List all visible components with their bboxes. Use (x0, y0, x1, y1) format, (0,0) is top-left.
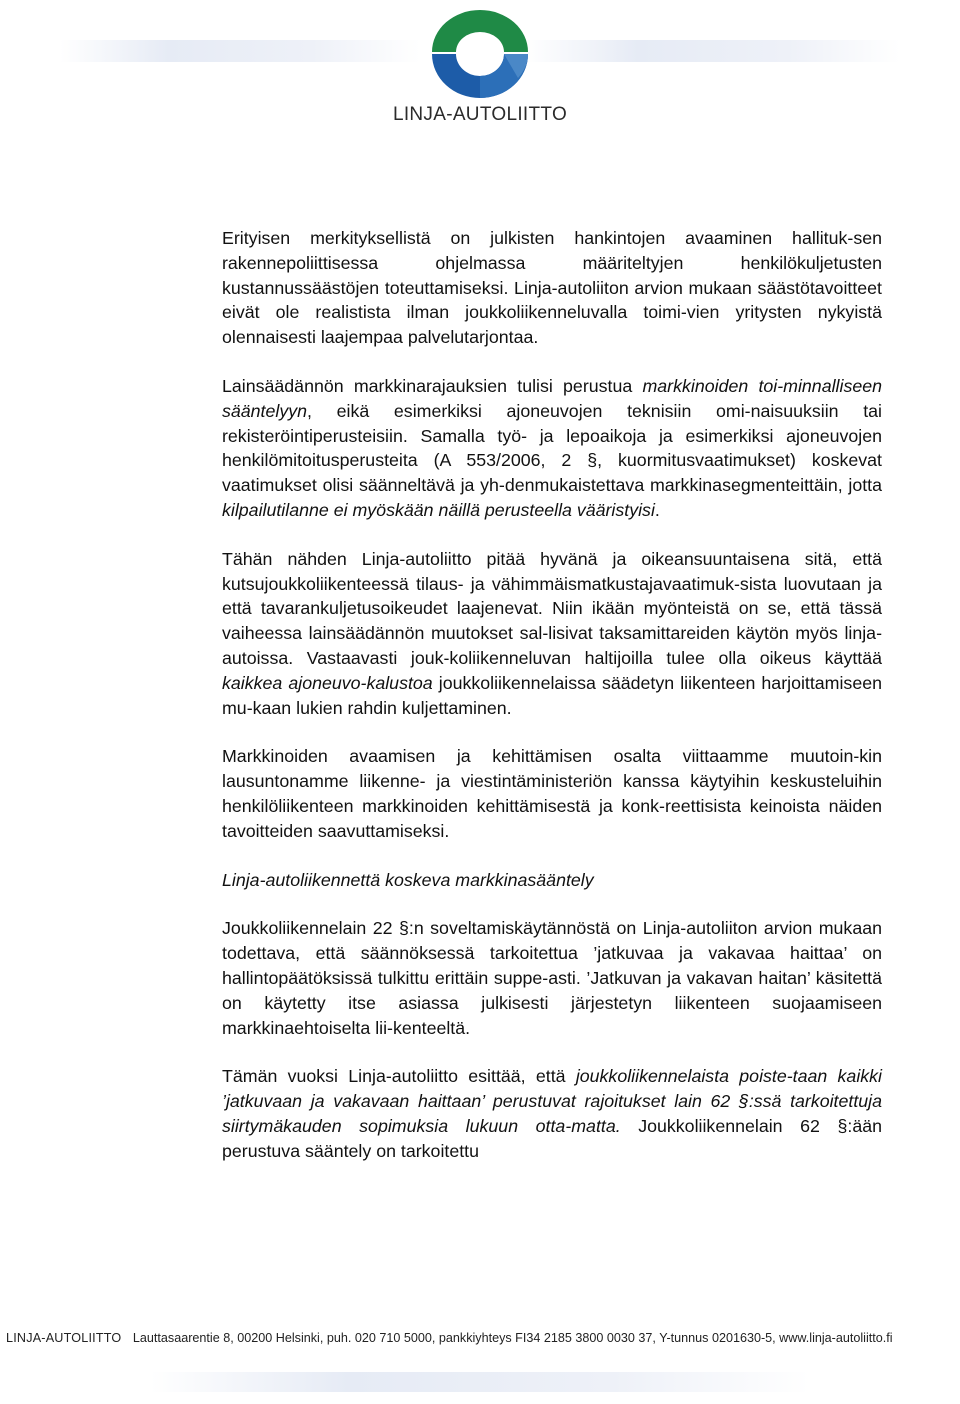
italic-text-segment: markkinoiden toi-minnalliseen sääntelyyn (222, 375, 882, 421)
text-segment: Tähän nähden Linja-autoliitto pitää hyvänä ja oikeansuuntaisena sitä, että kutsujoukkoliikenteessä tilaus- ja vähimmäismatkustajavaatimuk-sista luovutaan ja että tavarankuljetusoikeudet laajenevat. Niin ikään myönteistä on se, että tässä vaiheessa lainsäädännön muutokset sal-lisivat taksamittareiden käytön myös linja-autoissa. Vastaavasti jouk-koliikenneluvan haltijoilla tulee olla oikeus käyttää (222, 548, 882, 668)
paragraph-spacer (222, 844, 882, 868)
body-paragraph (222, 916, 882, 1040)
italic-text-segment: Linja-autoliikennettä koskeva markkinasääntely (222, 869, 594, 890)
footer-contact-details: Lauttasaarentie 8, 00200 Helsinki, puh. 020 710 5000, pankkiyhteys FI34 2185 3800 0030 37, Y-tunnus 0201630-5, www.linja-autoliitto.fi (132, 1331, 893, 1345)
body-paragraph (222, 226, 882, 350)
text-segment: joukkoliikennelaissa säädetyn liikenteen harjoittamiseen mu-kaan lukien rahdin kuljettaminen. (222, 672, 882, 718)
text-segment: Joukkoliikennelain 22 §:n soveltamiskäytännöstä on Linja-autoliiton arvion mukaan todettava, että säännöksessä tarkoitettua ’jatkuvaa ja vakavaa haittaa’ on hallintopäätöksissä tulkittu erittäin suppe-asti. ’Jatkuvan ja vakavan haitan’ käsitettä on käytetty itse asiassa julkisesti järjestetyn liikenteen suojaamiseen markkinaehtoiselta lii-kenteeltä. (222, 918, 882, 1038)
text-segment: Lainsäädännön markkinarajauksien tulisi perustua (222, 375, 643, 396)
body-paragraph (222, 744, 882, 843)
italic-text-segment: kaikkea ajoneuvo-kalustoa (222, 672, 433, 693)
italic-text-segment: kilpailutilanne ei myöskään näillä perusteella vääristyisi (222, 499, 655, 520)
text-segment: Tämän vuoksi Linja-autoliitto esittää, että (222, 1066, 576, 1087)
logo-green-arc (432, 10, 528, 52)
text-segment: Joukkoliikennelain 62 §:ään perustuva sääntely on tarkoitettu (222, 1115, 882, 1161)
paragraph-spacer (222, 892, 882, 916)
page-footer (6, 1331, 956, 1345)
text-segment: . (654, 499, 660, 520)
text-segment: , eikä esimerkiksi ajoneuvojen teknisiin omi-naisuuksiin tai rekisteröintiperusteisiin. Samalla työ- ja lepoaikoja ja esimerkiksi ajoneuvojen henkilömitoitusperusteita (A 553/2006, 2 §, kuormitusvaatimukset) koskevat vaatimukset olisi säänneltävä ja yh-denmukaistettava markkinasegmenteittäin, jotta (222, 400, 882, 496)
text-segment: Markkinoiden avaamisen ja kehittämisen osalta viittaamme muutoin-kin lausuntonamme liikenne- ja viestintäministeriön kanssa käytyihin keskusteluihin henkilöliikenteen markkinoiden kehittämisestä ja konk-reettisista keinoista näiden tavoitteiden saavuttamiseksi. (222, 746, 882, 841)
paragraph-spacer (222, 523, 882, 547)
letter-body (222, 226, 882, 1164)
paragraph-spacer (222, 720, 882, 744)
footer-org-name: LINJA-AUTOLIITTO (6, 1331, 122, 1345)
text-segment: Erityisen merkityksellistä on julkisten hankintojen avaaminen hallituk-sen rakennepoliittisessa ohjelmassa määriteltyjen henkilökuljetusten kustannussäästöjen toteuttamiseksi. Linja-autoliiton arvion mukaan säästötavoitteet eivät ole realistista ilman joukkoliikenneluvalla toimi-vien yritysten nykyistä olennaisesti laajempaa palvelutarjontaa. (222, 228, 882, 348)
paragraph-spacer (222, 1040, 882, 1064)
linja-autoliitto-logo (360, 4, 600, 124)
logo-emblem-icon (420, 4, 540, 100)
footer-decor-band (150, 1372, 810, 1392)
paragraph-spacer (222, 350, 882, 374)
body-paragraph (222, 374, 882, 523)
body-paragraph (222, 1064, 882, 1163)
body-paragraph (222, 547, 882, 721)
body-paragraph (222, 868, 882, 893)
italic-text-segment: joukkoliikennelaista poiste-taan kaikki ’jatkuvaan ja vakavaan haittaan’ perustuvat rajoitukset lain 62 §:ssä tarkoitettuja siirtymäkauden sopimuksia lukuun otta-matta. (222, 1066, 882, 1136)
logo-wordmark: LINJA-AUTOLIITTO (392, 104, 568, 125)
